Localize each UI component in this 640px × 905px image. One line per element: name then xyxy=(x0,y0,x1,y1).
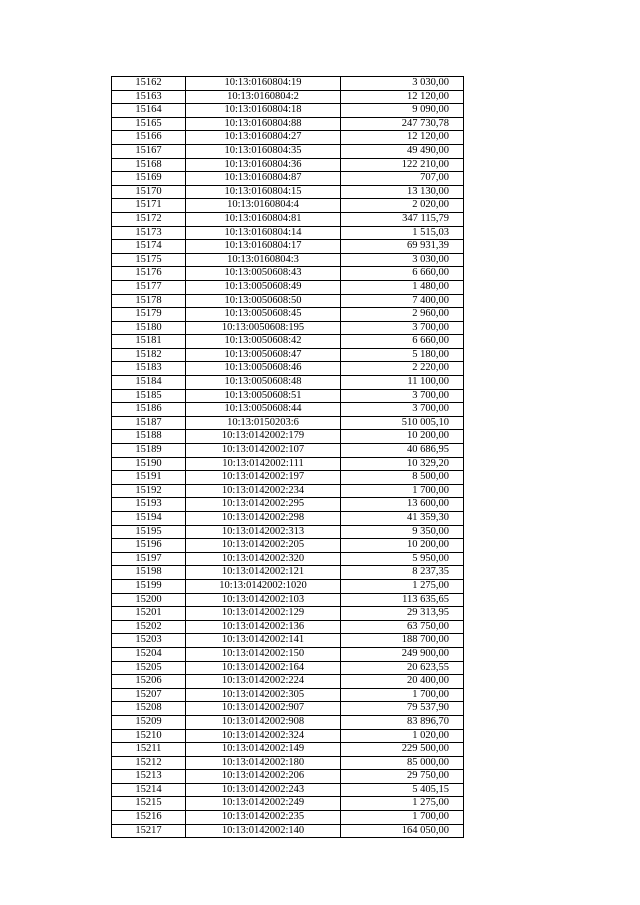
row-number-cell: 15174 xyxy=(112,240,186,254)
row-number-cell: 15187 xyxy=(112,416,186,430)
cadastral-number-cell: 10:13:0050608:50 xyxy=(186,294,341,308)
table-row xyxy=(112,335,464,349)
cadastral-value-cell: 347 115,79 xyxy=(341,212,464,226)
cadastral-value-cell: 83 896,70 xyxy=(341,715,464,729)
cadastral-value-cell: 1 700,00 xyxy=(341,688,464,702)
table-row xyxy=(112,416,464,430)
table-row xyxy=(112,403,464,417)
cadastral-number-cell: 10:13:0160804:14 xyxy=(186,226,341,240)
cadastral-number-cell: 10:13:0160804:35 xyxy=(186,144,341,158)
table-row xyxy=(112,512,464,526)
cadastral-value-cell: 3 700,00 xyxy=(341,321,464,335)
cadastral-number-cell: 10:13:0142002:1020 xyxy=(186,579,341,593)
table-row xyxy=(112,172,464,186)
cadastral-number-cell: 10:13:0160804:27 xyxy=(186,131,341,145)
cadastral-value-cell: 5 405,15 xyxy=(341,783,464,797)
cadastral-number-cell: 10:13:0050608:48 xyxy=(186,376,341,390)
cadastral-number-cell: 10:13:0142002:111 xyxy=(186,457,341,471)
cadastral-value-cell: 1 020,00 xyxy=(341,729,464,743)
cadastral-value-cell: 12 120,00 xyxy=(341,131,464,145)
cadastral-number-cell: 10:13:0142002:324 xyxy=(186,729,341,743)
table-row xyxy=(112,199,464,213)
cadastral-number-cell: 10:13:0142002:141 xyxy=(186,634,341,648)
row-number-cell: 15202 xyxy=(112,620,186,634)
row-number-cell: 15209 xyxy=(112,715,186,729)
table-row xyxy=(112,430,464,444)
row-number-cell: 15163 xyxy=(112,90,186,104)
cadastral-number-cell: 10:13:0050608:42 xyxy=(186,335,341,349)
table-row xyxy=(112,756,464,770)
cadastral-number-cell: 10:13:0142002:235 xyxy=(186,811,341,825)
row-number-cell: 15166 xyxy=(112,131,186,145)
row-number-cell: 15205 xyxy=(112,661,186,675)
cadastral-number-cell: 10:13:0050608:43 xyxy=(186,267,341,281)
cadastral-number-cell: 10:13:0142002:103 xyxy=(186,593,341,607)
cadastral-value-cell: 29 750,00 xyxy=(341,770,464,784)
row-number-cell: 15211 xyxy=(112,743,186,757)
row-number-cell: 15195 xyxy=(112,525,186,539)
cadastral-number-cell: 10:13:0142002:121 xyxy=(186,566,341,580)
table-row xyxy=(112,770,464,784)
table-row xyxy=(112,131,464,145)
row-number-cell: 15184 xyxy=(112,376,186,390)
cadastral-number-cell: 10:13:0142002:164 xyxy=(186,661,341,675)
table-row xyxy=(112,240,464,254)
row-number-cell: 15192 xyxy=(112,484,186,498)
row-number-cell: 15200 xyxy=(112,593,186,607)
cadastral-value-cell: 8 500,00 xyxy=(341,471,464,485)
cadastral-value-cell: 13 130,00 xyxy=(341,185,464,199)
cadastral-number-cell: 10:13:0142002:224 xyxy=(186,675,341,689)
cadastral-value-cell: 20 623,55 xyxy=(341,661,464,675)
cadastral-number-cell: 10:13:0142002:298 xyxy=(186,512,341,526)
row-number-cell: 15185 xyxy=(112,389,186,403)
row-number-cell: 15215 xyxy=(112,797,186,811)
cadastral-value-cell: 247 730,78 xyxy=(341,117,464,131)
cadastral-number-cell: 10:13:0142002:206 xyxy=(186,770,341,784)
row-number-cell: 15203 xyxy=(112,634,186,648)
cadastral-value-cell: 69 931,39 xyxy=(341,240,464,254)
cadastral-number-cell: 10:13:0050608:47 xyxy=(186,348,341,362)
cadastral-number-cell: 10:13:0150203:6 xyxy=(186,416,341,430)
row-number-cell: 15191 xyxy=(112,471,186,485)
cadastral-number-cell: 10:13:0142002:908 xyxy=(186,715,341,729)
table-row xyxy=(112,729,464,743)
table-row xyxy=(112,280,464,294)
table-row xyxy=(112,212,464,226)
cadastral-number-cell: 10:13:0142002:320 xyxy=(186,552,341,566)
row-number-cell: 15165 xyxy=(112,117,186,131)
cadastral-value-cell: 113 635,65 xyxy=(341,593,464,607)
row-number-cell: 15178 xyxy=(112,294,186,308)
cadastral-number-cell: 10:13:0142002:140 xyxy=(186,824,341,838)
cadastral-value-cell: 1 515,03 xyxy=(341,226,464,240)
cadastral-number-cell: 10:13:0142002:107 xyxy=(186,444,341,458)
table-row xyxy=(112,634,464,648)
row-number-cell: 15197 xyxy=(112,552,186,566)
row-number-cell: 15196 xyxy=(112,539,186,553)
cadastral-value-cell: 8 237,35 xyxy=(341,566,464,580)
table-row xyxy=(112,620,464,634)
cadastral-value-cell: 11 100,00 xyxy=(341,376,464,390)
cadastral-value-cell: 10 200,00 xyxy=(341,430,464,444)
table-row xyxy=(112,525,464,539)
row-number-cell: 15181 xyxy=(112,335,186,349)
table-row xyxy=(112,253,464,267)
row-number-cell: 15162 xyxy=(112,77,186,91)
table-row xyxy=(112,647,464,661)
cadastral-number-cell: 10:13:0050608:51 xyxy=(186,389,341,403)
row-number-cell: 15170 xyxy=(112,185,186,199)
cadastral-number-cell: 10:13:0142002:305 xyxy=(186,688,341,702)
cadastral-value-cell: 2 960,00 xyxy=(341,308,464,322)
cadastral-value-cell: 1 700,00 xyxy=(341,484,464,498)
row-number-cell: 15186 xyxy=(112,403,186,417)
table-row xyxy=(112,688,464,702)
row-number-cell: 15169 xyxy=(112,172,186,186)
cadastral-value-cell: 3 700,00 xyxy=(341,403,464,417)
row-number-cell: 15216 xyxy=(112,811,186,825)
cadastral-value-cell: 63 750,00 xyxy=(341,620,464,634)
cadastral-number-cell: 10:13:0160804:2 xyxy=(186,90,341,104)
row-number-cell: 15167 xyxy=(112,144,186,158)
table-row xyxy=(112,308,464,322)
cadastral-value-cell: 229 500,00 xyxy=(341,743,464,757)
row-number-cell: 15194 xyxy=(112,512,186,526)
cadastral-value-cell: 13 600,00 xyxy=(341,498,464,512)
cadastral-number-cell: 10:13:0142002:180 xyxy=(186,756,341,770)
cadastral-number-cell: 10:13:0142002:205 xyxy=(186,539,341,553)
cadastral-value-cell: 3 030,00 xyxy=(341,253,464,267)
cadastral-number-cell: 10:13:0160804:36 xyxy=(186,158,341,172)
cadastral-number-cell: 10:13:0160804:4 xyxy=(186,199,341,213)
cadastral-value-cell: 3 700,00 xyxy=(341,389,464,403)
cadastral-value-cell: 41 359,30 xyxy=(341,512,464,526)
table-row xyxy=(112,566,464,580)
cadastral-value-cell: 6 660,00 xyxy=(341,335,464,349)
cadastral-value-cell: 49 490,00 xyxy=(341,144,464,158)
cadastral-value-cell: 707,00 xyxy=(341,172,464,186)
cadastral-value-cell: 79 537,90 xyxy=(341,702,464,716)
table-row xyxy=(112,675,464,689)
cadastral-number-cell: 10:13:0050608:46 xyxy=(186,362,341,376)
row-number-cell: 15180 xyxy=(112,321,186,335)
cadastral-value-cell: 249 900,00 xyxy=(341,647,464,661)
cadastral-number-cell: 10:13:0160804:88 xyxy=(186,117,341,131)
cadastral-value-cell: 12 120,00 xyxy=(341,90,464,104)
cadastral-number-cell: 10:13:0050608:44 xyxy=(186,403,341,417)
table-row xyxy=(112,661,464,675)
cadastral-number-cell: 10:13:0050608:49 xyxy=(186,280,341,294)
table-row xyxy=(112,362,464,376)
cadastral-value-cell: 10 200,00 xyxy=(341,539,464,553)
cadastral-value-cell: 1 480,00 xyxy=(341,280,464,294)
cadastral-number-cell: 10:13:0142002:313 xyxy=(186,525,341,539)
table-row xyxy=(112,824,464,838)
table-row xyxy=(112,702,464,716)
cadastral-number-cell: 10:13:0160804:3 xyxy=(186,253,341,267)
row-number-cell: 15212 xyxy=(112,756,186,770)
table-row xyxy=(112,185,464,199)
table-row xyxy=(112,144,464,158)
row-number-cell: 15190 xyxy=(112,457,186,471)
cadastral-value-cell: 2 220,00 xyxy=(341,362,464,376)
row-number-cell: 15193 xyxy=(112,498,186,512)
cadastral-number-cell: 10:13:0142002:907 xyxy=(186,702,341,716)
table-row xyxy=(112,267,464,281)
cadastral-value-cell: 164 050,00 xyxy=(341,824,464,838)
cadastral-value-cell: 188 700,00 xyxy=(341,634,464,648)
cadastral-value-cell: 122 210,00 xyxy=(341,158,464,172)
cadastral-value-cell: 510 005,10 xyxy=(341,416,464,430)
row-number-cell: 15214 xyxy=(112,783,186,797)
row-number-cell: 15177 xyxy=(112,280,186,294)
cadastral-number-cell: 10:13:0142002:129 xyxy=(186,607,341,621)
table-row xyxy=(112,104,464,118)
table-row xyxy=(112,321,464,335)
cadastral-value-cell: 1 700,00 xyxy=(341,811,464,825)
table-row xyxy=(112,607,464,621)
row-number-cell: 15213 xyxy=(112,770,186,784)
cadastral-number-cell: 10:13:0160804:15 xyxy=(186,185,341,199)
row-number-cell: 15207 xyxy=(112,688,186,702)
row-number-cell: 15204 xyxy=(112,647,186,661)
cadastral-number-cell: 10:13:0142002:179 xyxy=(186,430,341,444)
table-row xyxy=(112,457,464,471)
row-number-cell: 15188 xyxy=(112,430,186,444)
table-row xyxy=(112,117,464,131)
row-number-cell: 15199 xyxy=(112,579,186,593)
row-number-cell: 15164 xyxy=(112,104,186,118)
table-row xyxy=(112,593,464,607)
cadastral-value-cell: 20 400,00 xyxy=(341,675,464,689)
table-row xyxy=(112,294,464,308)
table-row xyxy=(112,90,464,104)
table-row xyxy=(112,797,464,811)
cadastral-number-cell: 10:13:0160804:17 xyxy=(186,240,341,254)
table-row xyxy=(112,158,464,172)
cadastral-number-cell: 10:13:0142002:150 xyxy=(186,647,341,661)
table-row xyxy=(112,579,464,593)
cadastral-value-table xyxy=(111,76,464,838)
table-row xyxy=(112,539,464,553)
cadastral-number-cell: 10:13:0050608:45 xyxy=(186,308,341,322)
cadastral-value-cell: 2 020,00 xyxy=(341,199,464,213)
cadastral-value-cell: 85 000,00 xyxy=(341,756,464,770)
cadastral-value-cell: 40 686,95 xyxy=(341,444,464,458)
row-number-cell: 15217 xyxy=(112,824,186,838)
table-row xyxy=(112,389,464,403)
table-row xyxy=(112,226,464,240)
cadastral-value-cell: 6 660,00 xyxy=(341,267,464,281)
row-number-cell: 15206 xyxy=(112,675,186,689)
cadastral-value-cell: 29 313,95 xyxy=(341,607,464,621)
table-row xyxy=(112,376,464,390)
table-row xyxy=(112,783,464,797)
cadastral-number-cell: 10:13:0160804:81 xyxy=(186,212,341,226)
table-row xyxy=(112,715,464,729)
cadastral-value-cell: 5 180,00 xyxy=(341,348,464,362)
row-number-cell: 15179 xyxy=(112,308,186,322)
row-number-cell: 15171 xyxy=(112,199,186,213)
table-row xyxy=(112,444,464,458)
cadastral-number-cell: 10:13:0142002:136 xyxy=(186,620,341,634)
cadastral-value-cell: 9 090,00 xyxy=(341,104,464,118)
cadastral-number-cell: 10:13:0142002:149 xyxy=(186,743,341,757)
row-number-cell: 15175 xyxy=(112,253,186,267)
cadastral-number-cell: 10:13:0160804:18 xyxy=(186,104,341,118)
cadastral-value-cell: 1 275,00 xyxy=(341,579,464,593)
row-number-cell: 15183 xyxy=(112,362,186,376)
cadastral-value-cell: 9 350,00 xyxy=(341,525,464,539)
table-row xyxy=(112,811,464,825)
table-row xyxy=(112,498,464,512)
table-row xyxy=(112,471,464,485)
row-number-cell: 15198 xyxy=(112,566,186,580)
row-number-cell: 15168 xyxy=(112,158,186,172)
cadastral-number-cell: 10:13:0160804:19 xyxy=(186,77,341,91)
row-number-cell: 15189 xyxy=(112,444,186,458)
row-number-cell: 15208 xyxy=(112,702,186,716)
cadastral-value-cell: 7 400,00 xyxy=(341,294,464,308)
row-number-cell: 15182 xyxy=(112,348,186,362)
row-number-cell: 15176 xyxy=(112,267,186,281)
row-number-cell: 15172 xyxy=(112,212,186,226)
cadastral-value-cell: 5 950,00 xyxy=(341,552,464,566)
cadastral-number-cell: 10:13:0142002:295 xyxy=(186,498,341,512)
table-body xyxy=(112,77,464,838)
table-row xyxy=(112,77,464,91)
table-row xyxy=(112,484,464,498)
table-row xyxy=(112,348,464,362)
cadastral-value-cell: 10 329,20 xyxy=(341,457,464,471)
row-number-cell: 15201 xyxy=(112,607,186,621)
cadastral-number-cell: 10:13:0160804:87 xyxy=(186,172,341,186)
cadastral-number-cell: 10:13:0142002:243 xyxy=(186,783,341,797)
cadastral-number-cell: 10:13:0142002:249 xyxy=(186,797,341,811)
cadastral-number-cell: 10:13:0142002:234 xyxy=(186,484,341,498)
cadastral-number-cell: 10:13:0142002:197 xyxy=(186,471,341,485)
table-row xyxy=(112,743,464,757)
row-number-cell: 15210 xyxy=(112,729,186,743)
cadastral-number-cell: 10:13:0050608:195 xyxy=(186,321,341,335)
row-number-cell: 15173 xyxy=(112,226,186,240)
table-row xyxy=(112,552,464,566)
cadastral-value-cell: 1 275,00 xyxy=(341,797,464,811)
cadastral-value-cell: 3 030,00 xyxy=(341,77,464,91)
